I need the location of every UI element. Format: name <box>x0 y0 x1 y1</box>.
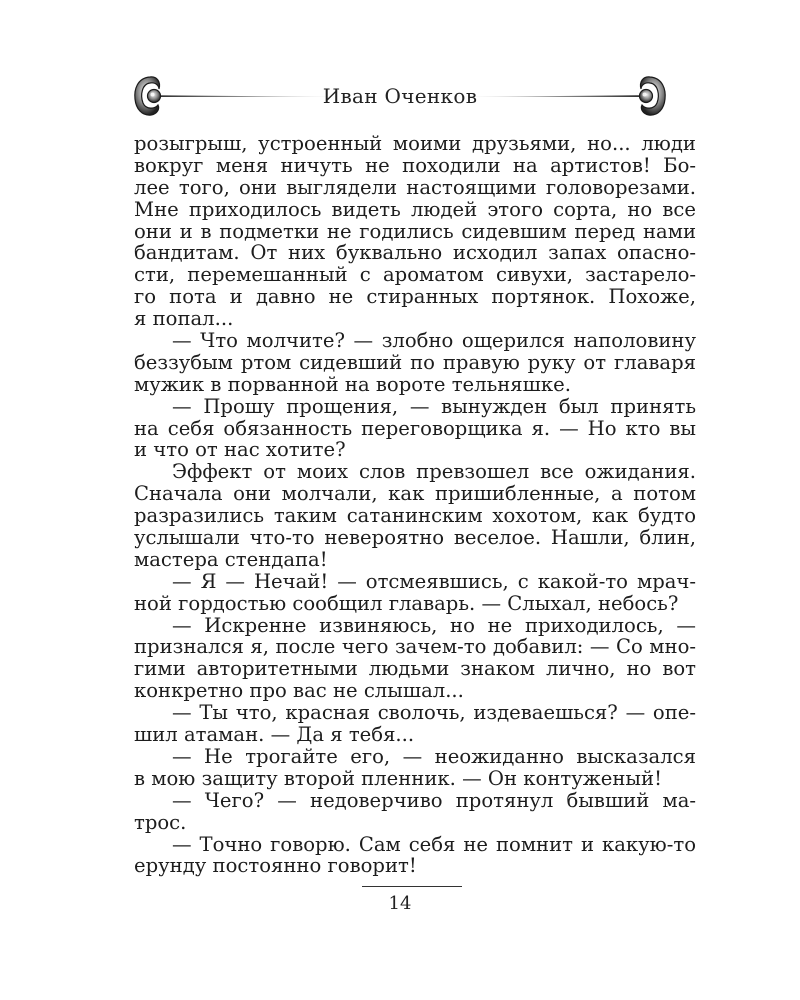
text-line: сти, перемешанный с ароматом сивухи, застарело- <box>134 263 696 287</box>
text-line: я попал... <box>134 307 234 331</box>
text-line: гими авторитетными людьми знаком лично, но вот <box>134 657 696 681</box>
paragraph <box>134 571 696 615</box>
text-line: — Прошу прощения, — вынужден был принять <box>172 394 696 418</box>
text-line: розыгрыш, устроенный моими друзьями, но... люди <box>134 132 696 155</box>
text-line: Сначала они молчали, как пришибленные, а потом <box>134 482 696 506</box>
text-line: беззубым ртом сидевший по правую руку от главаря <box>134 350 696 374</box>
text-line: — Чего? — недоверчиво протянул бывший ма- <box>172 788 696 812</box>
page-number-rule <box>362 886 462 887</box>
text-line: — Точно говорю. Сам себя не помнит и какую-то <box>172 832 696 856</box>
text-line: на себя обязанность переговорщика я. — Но кто вы <box>134 416 696 440</box>
text-line: трос. <box>134 810 187 834</box>
text-line: услышали что-то невероятно веселое. Нашли, блин, <box>134 526 696 550</box>
text-line: в мою защиту второй пленник. — Он контуженый! <box>134 766 662 790</box>
text-line: — Искренне извиняюсь, но не приходилось, — <box>172 613 696 637</box>
text-line: ной гордостью сообщил главарь. — Слыхал, небось? <box>134 591 679 615</box>
text-line: и что от нас хотите? <box>134 438 346 462</box>
text-line: — Я — Нечай! — отсмеявшись, с какой-то мрач- <box>172 569 696 593</box>
paragraph <box>134 330 696 396</box>
text-line: конкретно про вас не слышал... <box>134 679 464 703</box>
text-line: ерунду постоянно говорит! <box>134 854 417 878</box>
running-header <box>0 70 800 120</box>
paragraph <box>134 746 696 790</box>
paragraph <box>134 790 696 834</box>
paragraph <box>134 133 696 330</box>
text-line: лее того, они выглядели настоящими головорезами. <box>134 175 696 199</box>
paragraph <box>134 461 696 570</box>
text-line: — Что молчите? — злобно ощерился наполовину <box>172 329 696 353</box>
text-line: — Ты что, красная сволочь, издеваешься? — опе- <box>172 701 696 725</box>
text-line: они и в подметки не годились сидевшим перед нами <box>134 219 696 243</box>
paragraph <box>134 702 696 746</box>
text-line: мастера стендапа! <box>134 547 328 571</box>
right-ornament-icon <box>456 74 668 118</box>
page-number: 14 <box>388 893 412 914</box>
text-line: Эффект от моих слов превзошел все ожидания. <box>172 460 696 484</box>
text-line: — Не трогайте его, — неожиданно высказался <box>172 744 696 768</box>
running-header-title: Иван Оченков <box>322 84 478 108</box>
text-line: мужик в порванной на вороте тельняшке. <box>134 372 571 396</box>
text-line: вокруг меня ничуть не походили на артистов! Бо- <box>134 153 696 177</box>
text-line: бандитам. От них буквально исходил запах опасно- <box>134 241 696 265</box>
body-text <box>134 133 696 877</box>
paragraph <box>134 396 696 462</box>
paragraph <box>134 615 696 703</box>
text-line: го пота и давно не стиранных портянок. Похоже, <box>134 285 696 309</box>
text-line: шил атаман. — Да я тебя... <box>134 723 415 747</box>
paragraph <box>134 834 696 878</box>
text-line: признался я, после чего зачем-то добавил: — Со мно- <box>134 635 696 659</box>
text-line: Мне приходилось видеть людей этого сорта, но все <box>134 197 696 221</box>
text-line: разразились таким сатанинским хохотом, как будто <box>134 504 696 528</box>
